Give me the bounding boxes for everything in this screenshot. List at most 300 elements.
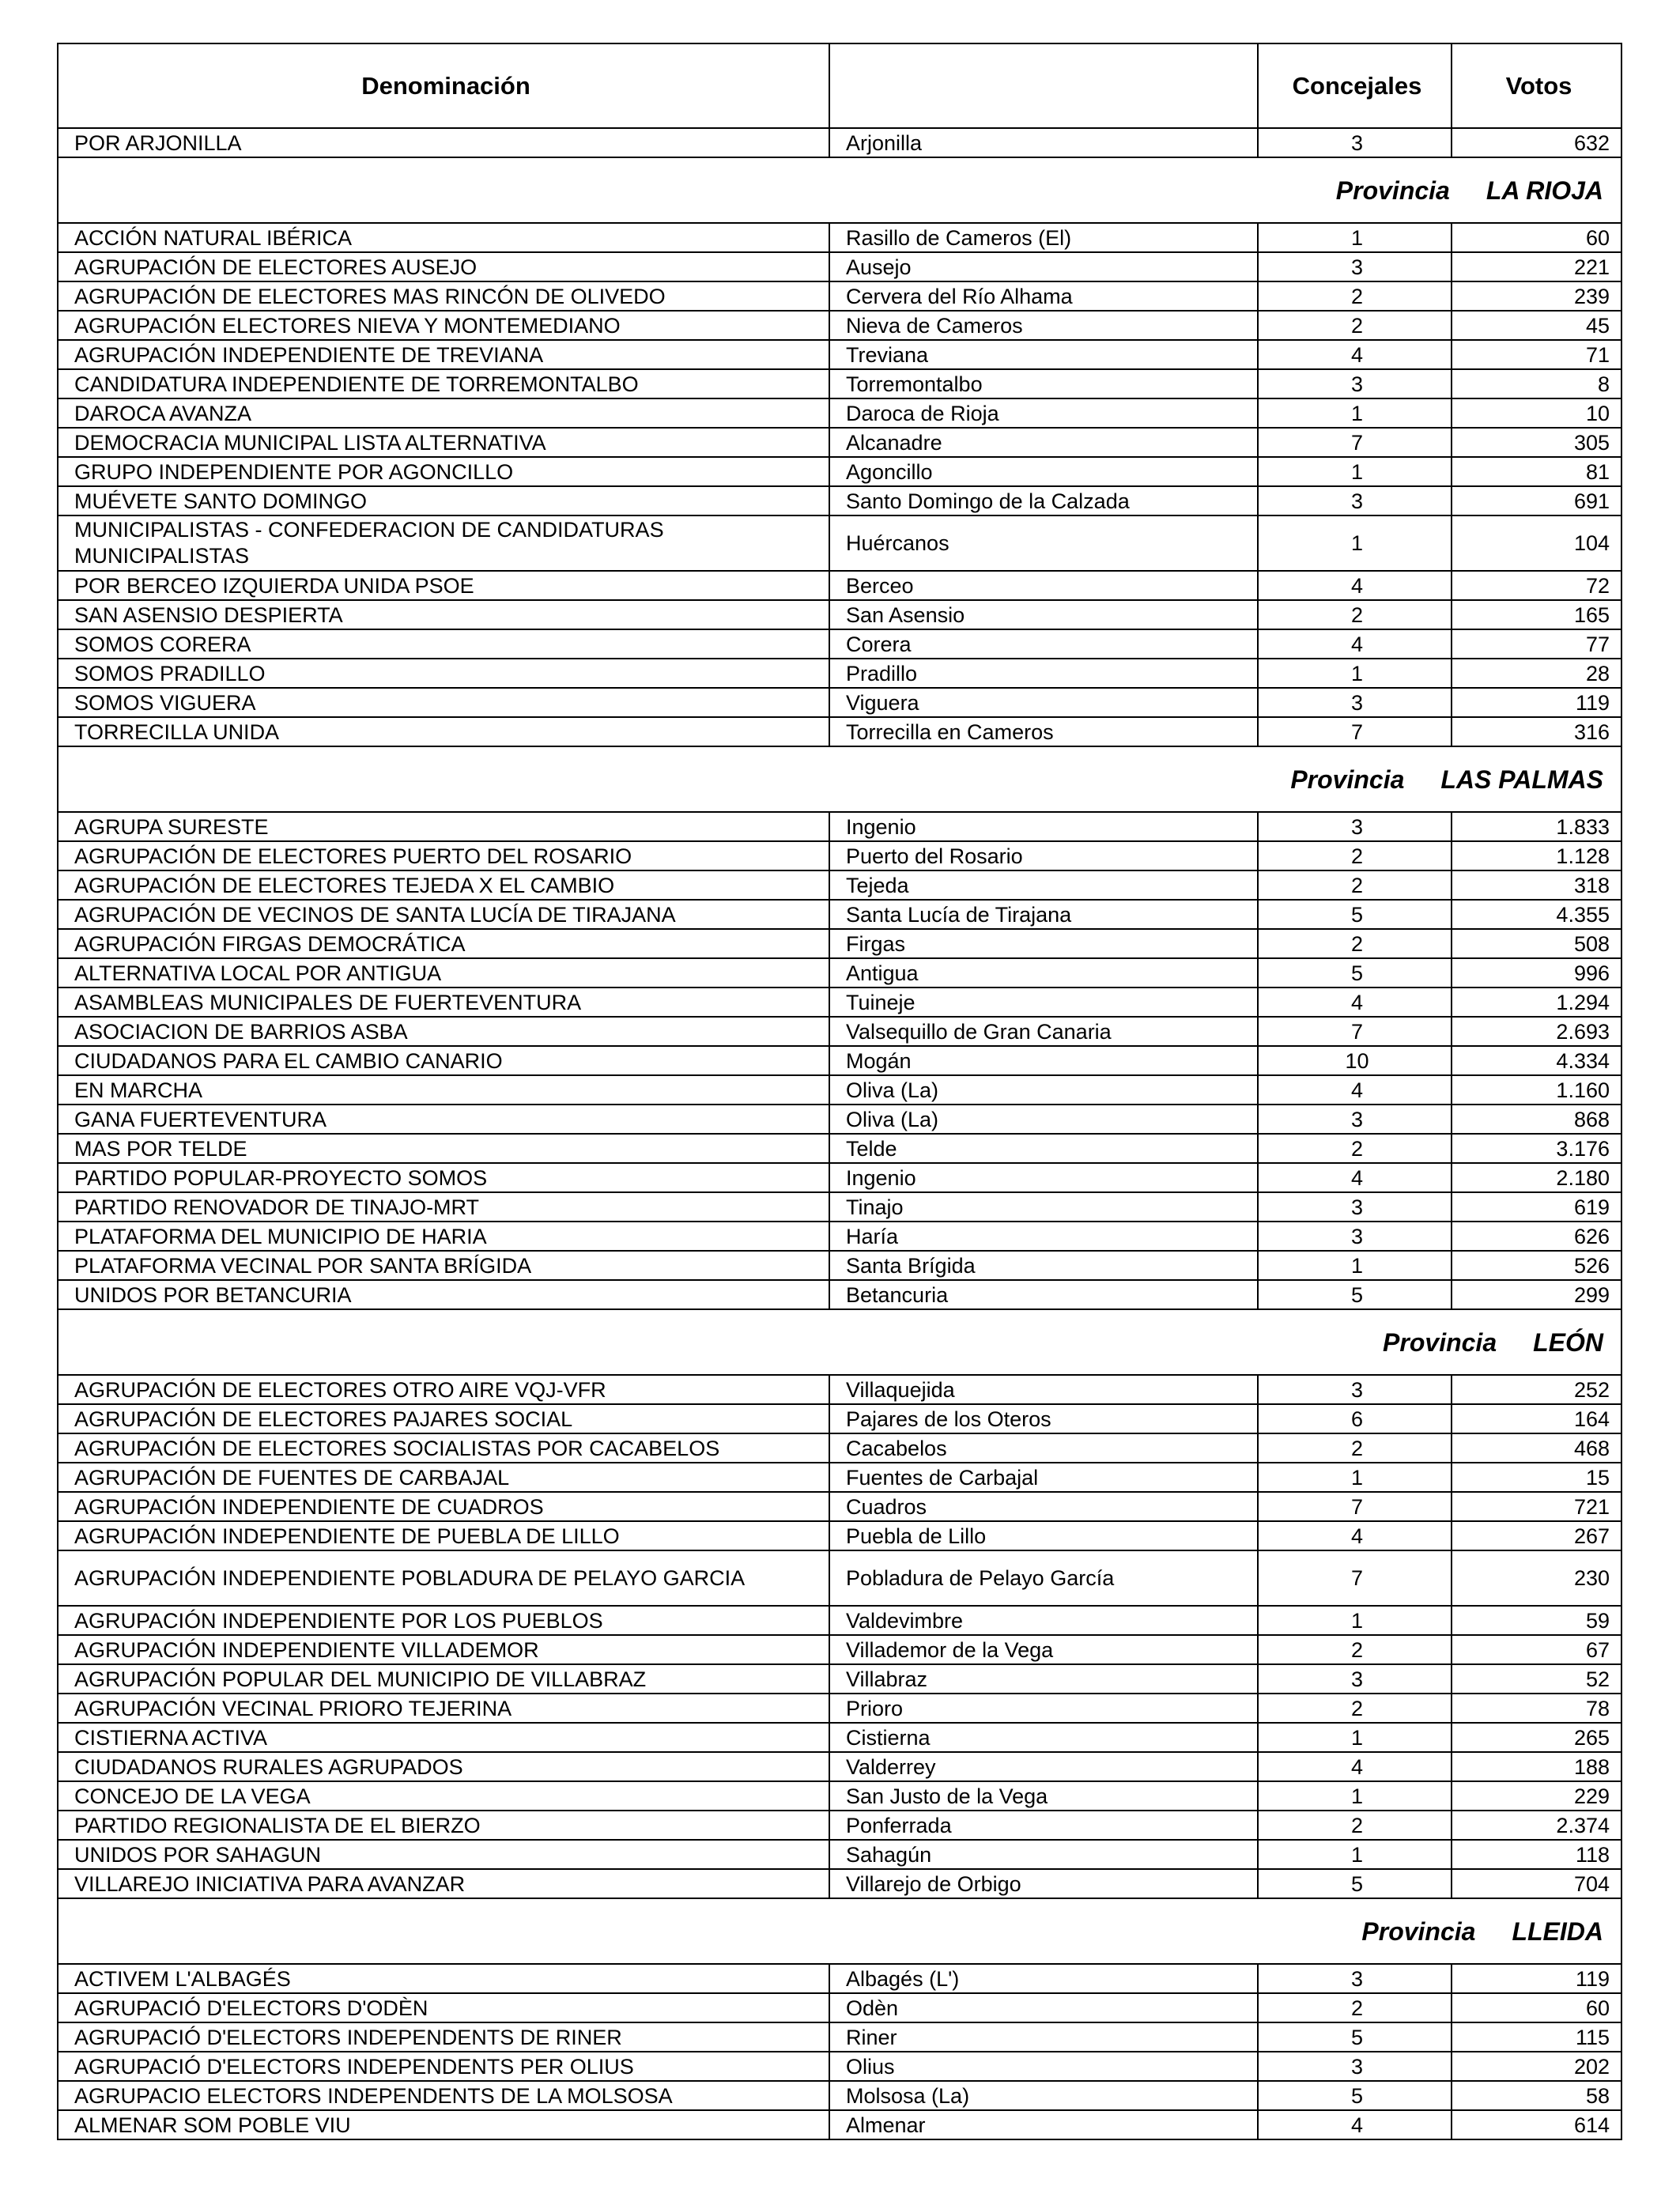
table-row [58, 1811, 1621, 1840]
cell-concejales: 7 [1258, 1492, 1452, 1521]
cell-denominacion: CANDIDATURA INDEPENDIENTE DE TORREMONTALBO [58, 369, 829, 398]
table-row [58, 486, 1621, 515]
table-row [58, 1752, 1621, 1781]
table-row [58, 1251, 1621, 1280]
cell-municipio: Sahagún [829, 1840, 1258, 1869]
cell-concejales: 3 [1258, 369, 1452, 398]
cell-votos: 164 [1452, 1404, 1621, 1433]
cell-concejales: 2 [1258, 929, 1452, 958]
cell-denominacion: MAS POR TELDE [58, 1134, 829, 1163]
cell-votos: 60 [1452, 223, 1621, 252]
table-row [58, 571, 1621, 600]
header-row [58, 43, 1621, 128]
cell-municipio: Odèn [829, 1993, 1258, 2022]
table-row [58, 515, 1621, 571]
cell-votos: 1.128 [1452, 841, 1621, 870]
cell-denominacion: AGRUPACIÓN DE FUENTES DE CARBAJAL [58, 1463, 829, 1492]
province-label: Provincia [1361, 1916, 1476, 1946]
cell-concejales: 3 [1258, 252, 1452, 281]
cell-votos: 996 [1452, 958, 1621, 987]
cell-concejales: 3 [1258, 812, 1452, 841]
cell-denominacion: UNIDOS POR BETANCURIA [58, 1280, 829, 1309]
cell-municipio: Prioro [829, 1694, 1258, 1723]
cell-municipio: Agoncillo [829, 457, 1258, 486]
cell-votos: 526 [1452, 1251, 1621, 1280]
cell-municipio: Pajares de los Oteros [829, 1404, 1258, 1433]
cell-municipio: Villaquejida [829, 1375, 1258, 1404]
cell-denominacion: AGRUPACIÓN DE ELECTORES PUERTO DEL ROSARIO [58, 841, 829, 870]
cell-denominacion: PARTIDO POPULAR-PROYECTO SOMOS [58, 1163, 829, 1192]
cell-concejales: 7 [1258, 717, 1452, 746]
cell-municipio: Nieva de Cameros [829, 311, 1258, 340]
cell-denominacion: AGRUPACIÓN DE ELECTORES PAJARES SOCIAL [58, 1404, 829, 1433]
table-row [58, 2081, 1621, 2110]
province-row [58, 1309, 1621, 1375]
cell-municipio: Cacabelos [829, 1433, 1258, 1463]
cell-municipio: Pobladura de Pelayo García [829, 1550, 1258, 1606]
cell-municipio: Berceo [829, 571, 1258, 600]
table-row [58, 958, 1621, 987]
cell-municipio: Albagés (L') [829, 1964, 1258, 1993]
table-row [58, 223, 1621, 252]
table-row [58, 987, 1621, 1017]
cell-municipio: Tinajo [829, 1192, 1258, 1222]
cell-municipio: Santa Brígida [829, 1251, 1258, 1280]
cell-concejales: 10 [1258, 1046, 1452, 1075]
province-label: Provincia [1383, 1327, 1497, 1357]
cell-concejales: 3 [1258, 2052, 1452, 2081]
cell-municipio: San Asensio [829, 600, 1258, 629]
province-label: Provincia [1335, 176, 1450, 205]
cell-denominacion: SOMOS VIGUERA [58, 688, 829, 717]
table-row [58, 1964, 1621, 1993]
cell-municipio: Santa Lucía de Tirajana [829, 900, 1258, 929]
table-row [58, 128, 1621, 157]
table-row [58, 1664, 1621, 1694]
cell-denominacion: CISTIERNA ACTIVA [58, 1723, 829, 1752]
cell-denominacion: UNIDOS POR SAHAGUN [58, 1840, 829, 1869]
cell-municipio: Viguera [829, 688, 1258, 717]
cell-municipio: San Justo de la Vega [829, 1781, 1258, 1811]
cell-concejales: 4 [1258, 1521, 1452, 1550]
table-row [58, 1105, 1621, 1134]
province-name: LEÓN [1533, 1327, 1603, 1357]
cell-concejales: 3 [1258, 1375, 1452, 1404]
cell-denominacion: AGRUPACIÓN DE ELECTORES OTRO AIRE VQJ-VFR [58, 1375, 829, 1404]
cell-concejales: 1 [1258, 1606, 1452, 1635]
cell-denominacion: ACCIÓN NATURAL IBÉRICA [58, 223, 829, 252]
cell-concejales: 1 [1258, 1463, 1452, 1492]
results-table [57, 43, 1622, 2140]
cell-votos: 59 [1452, 1606, 1621, 1635]
cell-denominacion: PLATAFORMA DEL MUNICIPIO DE HARIA [58, 1222, 829, 1251]
table-row [58, 1550, 1621, 1606]
cell-votos: 104 [1452, 515, 1621, 571]
table-row [58, 1723, 1621, 1752]
cell-votos: 299 [1452, 1280, 1621, 1309]
table-row [58, 600, 1621, 629]
cell-denominacion: CIUDADANOS PARA EL CAMBIO CANARIO [58, 1046, 829, 1075]
cell-denominacion: AGRUPACIÓN INDEPENDIENTE POR LOS PUEBLOS [58, 1606, 829, 1635]
cell-votos: 632 [1452, 128, 1621, 157]
table-row [58, 398, 1621, 428]
table-row [58, 2052, 1621, 2081]
table-row [58, 1781, 1621, 1811]
cell-denominacion: AGRUPACIÓN DE VECINOS DE SANTA LUCÍA DE TIRAJANA [58, 900, 829, 929]
cell-municipio: Puebla de Lillo [829, 1521, 1258, 1550]
cell-concejales: 5 [1258, 1280, 1452, 1309]
cell-municipio: Almenar [829, 2110, 1258, 2139]
cell-municipio: Villarejo de Orbigo [829, 1869, 1258, 1898]
cell-votos: 691 [1452, 486, 1621, 515]
cell-denominacion: AGRUPACIÓN INDEPENDIENTE DE CUADROS [58, 1492, 829, 1521]
cell-concejales: 2 [1258, 1635, 1452, 1664]
cell-municipio: Corera [829, 629, 1258, 659]
table-row [58, 1492, 1621, 1521]
cell-denominacion: ACTIVEM L'ALBAGÉS [58, 1964, 829, 1993]
cell-concejales: 1 [1258, 398, 1452, 428]
cell-denominacion: AGRUPACIÓN DE ELECTORES AUSEJO [58, 252, 829, 281]
table-row [58, 340, 1621, 369]
province-row [58, 746, 1621, 812]
cell-municipio: Ponferrada [829, 1811, 1258, 1840]
cell-votos: 2.180 [1452, 1163, 1621, 1192]
cell-concejales: 1 [1258, 457, 1452, 486]
cell-concejales: 2 [1258, 841, 1452, 870]
header-votos: Votos [1452, 43, 1621, 128]
cell-votos: 267 [1452, 1521, 1621, 1550]
cell-denominacion: PARTIDO REGIONALISTA DE EL BIERZO [58, 1811, 829, 1840]
cell-votos: 4.334 [1452, 1046, 1621, 1075]
cell-concejales: 7 [1258, 428, 1452, 457]
table-row [58, 281, 1621, 311]
cell-denominacion: CONCEJO DE LA VEGA [58, 1781, 829, 1811]
cell-denominacion: AGRUPACIÓ D'ELECTORS INDEPENDENTS PER OLIUS [58, 2052, 829, 2081]
cell-concejales: 4 [1258, 571, 1452, 600]
province-label: Provincia [1290, 765, 1405, 794]
cell-concejales: 3 [1258, 1222, 1452, 1251]
cell-denominacion: ASAMBLEAS MUNICIPALES DE FUERTEVENTURA [58, 987, 829, 1017]
cell-denominacion: DAROCA AVANZA [58, 398, 829, 428]
cell-denominacion: AGRUPACIÓN POPULAR DEL MUNICIPIO DE VILLABRAZ [58, 1664, 829, 1694]
table-row [58, 428, 1621, 457]
cell-votos: 1.833 [1452, 812, 1621, 841]
cell-votos: 868 [1452, 1105, 1621, 1134]
cell-denominacion: VILLAREJO INICIATIVA PARA AVANZAR [58, 1869, 829, 1898]
cell-municipio: Puerto del Rosario [829, 841, 1258, 870]
cell-denominacion: GANA FUERTEVENTURA [58, 1105, 829, 1134]
cell-votos: 252 [1452, 1375, 1621, 1404]
cell-votos: 67 [1452, 1635, 1621, 1664]
table-row [58, 2022, 1621, 2052]
table-row [58, 1134, 1621, 1163]
cell-concejales: 7 [1258, 1017, 1452, 1046]
cell-municipio: Ingenio [829, 812, 1258, 841]
cell-votos: 60 [1452, 1993, 1621, 2022]
cell-denominacion: AGRUPACIÓN INDEPENDIENTE DE PUEBLA DE LILLO [58, 1521, 829, 1550]
cell-votos: 626 [1452, 1222, 1621, 1251]
cell-votos: 77 [1452, 629, 1621, 659]
cell-concejales: 3 [1258, 1192, 1452, 1222]
cell-concejales: 1 [1258, 515, 1452, 571]
cell-concejales: 1 [1258, 223, 1452, 252]
cell-votos: 239 [1452, 281, 1621, 311]
cell-concejales: 2 [1258, 1433, 1452, 1463]
cell-votos: 318 [1452, 870, 1621, 900]
cell-municipio: Cervera del Río Alhama [829, 281, 1258, 311]
table-row [58, 252, 1621, 281]
cell-votos: 614 [1452, 2110, 1621, 2139]
cell-concejales: 1 [1258, 1251, 1452, 1280]
cell-denominacion: AGRUPA SURESTE [58, 812, 829, 841]
cell-denominacion: AGRUPACIÓN FIRGAS DEMOCRÁTICA [58, 929, 829, 958]
table-row [58, 1017, 1621, 1046]
table-row [58, 1840, 1621, 1869]
table-body [58, 128, 1621, 2139]
cell-votos: 468 [1452, 1433, 1621, 1463]
cell-municipio: Haría [829, 1222, 1258, 1251]
cell-municipio: Valdevimbre [829, 1606, 1258, 1635]
cell-municipio: Treviana [829, 340, 1258, 369]
cell-concejales: 5 [1258, 958, 1452, 987]
cell-votos: 721 [1452, 1492, 1621, 1521]
table-row [58, 1606, 1621, 1635]
cell-denominacion: ALMENAR SOM POBLE VIU [58, 2110, 829, 2139]
cell-denominacion: ASOCIACION DE BARRIOS ASBA [58, 1017, 829, 1046]
cell-concejales: 2 [1258, 311, 1452, 340]
header-denominacion: Denominación [58, 43, 829, 128]
cell-municipio: Oliva (La) [829, 1105, 1258, 1134]
cell-denominacion: DEMOCRACIA MUNICIPAL LISTA ALTERNATIVA [58, 428, 829, 457]
province-name: LAS PALMAS [1440, 765, 1603, 794]
cell-concejales: 1 [1258, 659, 1452, 688]
cell-denominacion: POR BERCEO IZQUIERDA UNIDA PSOE [58, 571, 829, 600]
cell-denominacion: PLATAFORMA VECINAL POR SANTA BRÍGIDA [58, 1251, 829, 1280]
cell-concejales: 4 [1258, 1752, 1452, 1781]
cell-denominacion: MUNICIPALISTAS - CONFEDERACION DE CANDIDATURAS MUNICIPALISTAS [58, 515, 829, 571]
cell-concejales: 3 [1258, 128, 1452, 157]
cell-municipio: Olius [829, 2052, 1258, 2081]
table-header [58, 43, 1621, 128]
cell-denominacion: PARTIDO RENOVADOR DE TINAJO-MRT [58, 1192, 829, 1222]
cell-votos: 28 [1452, 659, 1621, 688]
cell-votos: 119 [1452, 1964, 1621, 1993]
cell-votos: 8 [1452, 369, 1621, 398]
cell-votos: 118 [1452, 1840, 1621, 1869]
table-row [58, 1375, 1621, 1404]
cell-municipio: Riner [829, 2022, 1258, 2052]
table-row [58, 1521, 1621, 1550]
cell-denominacion: MUÉVETE SANTO DOMINGO [58, 486, 829, 515]
cell-municipio: Betancuria [829, 1280, 1258, 1309]
table-row [58, 1192, 1621, 1222]
cell-concejales: 3 [1258, 486, 1452, 515]
cell-votos: 3.176 [1452, 1134, 1621, 1163]
table-row [58, 369, 1621, 398]
table-row [58, 812, 1621, 841]
cell-municipio: Torrecilla en Cameros [829, 717, 1258, 746]
table-row [58, 1404, 1621, 1433]
cell-denominacion: AGRUPACIÓN INDEPENDIENTE DE TREVIANA [58, 340, 829, 369]
cell-municipio: Oliva (La) [829, 1075, 1258, 1105]
table-row [58, 900, 1621, 929]
cell-denominacion: AGRUPACIÓN DE ELECTORES MAS RINCÓN DE OLIVEDO [58, 281, 829, 311]
cell-denominacion: CIUDADANOS RURALES AGRUPADOS [58, 1752, 829, 1781]
cell-denominacion: GRUPO INDEPENDIENTE POR AGONCILLO [58, 457, 829, 486]
cell-votos: 58 [1452, 2081, 1621, 2110]
cell-votos: 4.355 [1452, 900, 1621, 929]
cell-concejales: 3 [1258, 688, 1452, 717]
province-heading [58, 1898, 1621, 1964]
cell-votos: 52 [1452, 1664, 1621, 1694]
cell-denominacion: AGRUPACIÓN INDEPENDIENTE POBLADURA DE PELAYO GARCIA [58, 1550, 829, 1606]
cell-denominacion: EN MARCHA [58, 1075, 829, 1105]
cell-votos: 10 [1452, 398, 1621, 428]
cell-municipio: Arjonilla [829, 128, 1258, 157]
cell-denominacion: ALTERNATIVA LOCAL POR ANTIGUA [58, 958, 829, 987]
cell-municipio: Tejeda [829, 870, 1258, 900]
cell-concejales: 5 [1258, 1869, 1452, 1898]
cell-concejales: 2 [1258, 1694, 1452, 1723]
table-row [58, 1075, 1621, 1105]
cell-concejales: 2 [1258, 600, 1452, 629]
cell-concejales: 2 [1258, 1134, 1452, 1163]
cell-denominacion: AGRUPACIÓN DE ELECTORES TEJEDA X EL CAMBIO [58, 870, 829, 900]
cell-municipio: Torremontalbo [829, 369, 1258, 398]
cell-votos: 71 [1452, 340, 1621, 369]
cell-municipio: Huércanos [829, 515, 1258, 571]
table-row [58, 1280, 1621, 1309]
table-row [58, 1463, 1621, 1492]
cell-concejales: 7 [1258, 1550, 1452, 1606]
table-row [58, 311, 1621, 340]
province-heading [58, 157, 1621, 223]
cell-denominacion: AGRUPACIÓN ELECTORES NIEVA Y MONTEMEDIANO [58, 311, 829, 340]
cell-denominacion: AGRUPACIÓ D'ELECTORS INDEPENDENTS DE RINER [58, 2022, 829, 2052]
cell-concejales: 4 [1258, 987, 1452, 1017]
table-row [58, 457, 1621, 486]
cell-municipio: Rasillo de Cameros (El) [829, 223, 1258, 252]
cell-concejales: 1 [1258, 1781, 1452, 1811]
cell-votos: 165 [1452, 600, 1621, 629]
cell-votos: 1.160 [1452, 1075, 1621, 1105]
table-row [58, 2110, 1621, 2139]
table-row [58, 1046, 1621, 1075]
cell-votos: 508 [1452, 929, 1621, 958]
province-heading [58, 746, 1621, 812]
cell-denominacion: AGRUPACIÓ D'ELECTORS D'ODÈN [58, 1993, 829, 2022]
cell-municipio: Valsequillo de Gran Canaria [829, 1017, 1258, 1046]
cell-votos: 188 [1452, 1752, 1621, 1781]
cell-municipio: Ingenio [829, 1163, 1258, 1192]
cell-municipio: Daroca de Rioja [829, 398, 1258, 428]
cell-concejales: 5 [1258, 900, 1452, 929]
cell-municipio: Alcanadre [829, 428, 1258, 457]
cell-votos: 230 [1452, 1550, 1621, 1606]
cell-concejales: 1 [1258, 1840, 1452, 1869]
cell-municipio: Tuineje [829, 987, 1258, 1017]
cell-votos: 202 [1452, 2052, 1621, 2081]
table-row [58, 659, 1621, 688]
cell-votos: 2.693 [1452, 1017, 1621, 1046]
cell-municipio: Molsosa (La) [829, 2081, 1258, 2110]
cell-votos: 1.294 [1452, 987, 1621, 1017]
cell-municipio: Fuentes de Carbajal [829, 1463, 1258, 1492]
table-row [58, 929, 1621, 958]
province-row [58, 1898, 1621, 1964]
cell-concejales: 1 [1258, 1723, 1452, 1752]
province-row [58, 157, 1621, 223]
cell-municipio: Cuadros [829, 1492, 1258, 1521]
cell-municipio: Villademor de la Vega [829, 1635, 1258, 1664]
table-row [58, 1222, 1621, 1251]
cell-votos: 72 [1452, 571, 1621, 600]
cell-concejales: 3 [1258, 1664, 1452, 1694]
cell-concejales: 4 [1258, 2110, 1452, 2139]
table-row [58, 870, 1621, 900]
cell-denominacion: AGRUPACIÓN INDEPENDIENTE VILLADEMOR [58, 1635, 829, 1664]
header-concejales: Concejales [1258, 43, 1452, 128]
cell-votos: 229 [1452, 1781, 1621, 1811]
cell-denominacion: AGRUPACIÓN DE ELECTORES SOCIALISTAS POR CACABELOS [58, 1433, 829, 1463]
cell-municipio: Mogán [829, 1046, 1258, 1075]
province-name: LA RIOJA [1486, 176, 1603, 205]
table-row [58, 629, 1621, 659]
cell-concejales: 3 [1258, 1964, 1452, 1993]
table-row [58, 688, 1621, 717]
cell-municipio: Ausejo [829, 252, 1258, 281]
cell-denominacion: AGRUPACIO ELECTORS INDEPENDENTS DE LA MOLSOSA [58, 2081, 829, 2110]
cell-votos: 2.374 [1452, 1811, 1621, 1840]
cell-municipio: Firgas [829, 929, 1258, 958]
cell-municipio: Pradillo [829, 659, 1258, 688]
cell-concejales: 4 [1258, 340, 1452, 369]
cell-municipio: Villabraz [829, 1664, 1258, 1694]
table-row [58, 1163, 1621, 1192]
table-row [58, 1433, 1621, 1463]
table-row [58, 1635, 1621, 1664]
table-row [58, 717, 1621, 746]
table-row [58, 1993, 1621, 2022]
cell-concejales: 4 [1258, 1163, 1452, 1192]
cell-denominacion: AGRUPACIÓN VECINAL PRIORO TEJERINA [58, 1694, 829, 1723]
cell-municipio: Valderrey [829, 1752, 1258, 1781]
cell-concejales: 2 [1258, 1811, 1452, 1840]
table-row [58, 1694, 1621, 1723]
cell-municipio: Santo Domingo de la Calzada [829, 486, 1258, 515]
cell-denominacion: TORRECILLA UNIDA [58, 717, 829, 746]
cell-votos: 15 [1452, 1463, 1621, 1492]
cell-concejales: 4 [1258, 629, 1452, 659]
cell-concejales: 2 [1258, 281, 1452, 311]
province-name: LLEIDA [1512, 1916, 1603, 1946]
cell-denominacion: SAN ASENSIO DESPIERTA [58, 600, 829, 629]
header-municipio [829, 43, 1258, 128]
table-row [58, 841, 1621, 870]
cell-concejales: 4 [1258, 1075, 1452, 1105]
cell-votos: 316 [1452, 717, 1621, 746]
cell-municipio: Cistierna [829, 1723, 1258, 1752]
table-row [58, 1869, 1621, 1898]
cell-votos: 619 [1452, 1192, 1621, 1222]
province-heading [58, 1309, 1621, 1375]
cell-municipio: Telde [829, 1134, 1258, 1163]
cell-concejales: 2 [1258, 870, 1452, 900]
cell-denominacion: SOMOS CORERA [58, 629, 829, 659]
cell-votos: 265 [1452, 1723, 1621, 1752]
cell-votos: 119 [1452, 688, 1621, 717]
cell-concejales: 3 [1258, 1105, 1452, 1134]
